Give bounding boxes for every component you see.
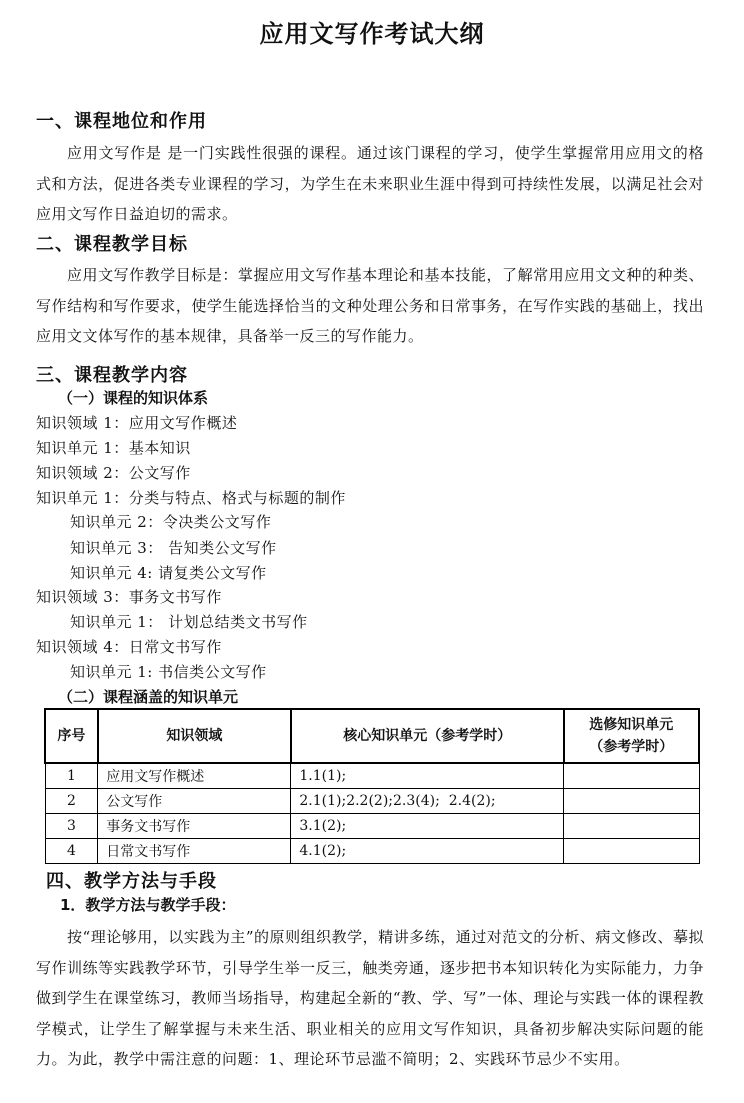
table-row xyxy=(45,814,699,839)
section2-body: 应用文写作教学目标是：掌握应用文写作基本理论和基本技能，了解常用应用文文种的种类、写作结构和写作要求，使学生能选择恰当的文种处理公务和日常事务，在写作实践的基础上，找出应用文文体写作的基本规律，具备举一反三的写作能力。 xyxy=(36,266,704,345)
section2-heading: 二、课程教学目标 xyxy=(36,234,188,255)
cell-domain: 应用文写作概述 xyxy=(98,763,291,789)
cell-elective xyxy=(564,763,699,789)
cell-core: 2.1(1);2.2(2);2.3(4); 2.4(2); xyxy=(291,789,564,814)
knowledge-item: 知识单元 1：分类与特点、格式与标题的制作 xyxy=(36,489,346,507)
knowledge-item: 知识单元 3： 告知类公文写作 xyxy=(70,539,277,557)
cell-core: 4.1(2); xyxy=(291,839,564,864)
header-elective-units xyxy=(564,709,699,763)
cell-core: 3.1(2); xyxy=(291,814,564,839)
knowledge-item: 知识领域 4：日常文书写作 xyxy=(36,638,222,656)
knowledge-item: 知识单元 1: 书信类公文写作 xyxy=(70,663,267,681)
section4-body: 按“理论够用，以实践为主”的原则组织教学，精讲多练，通过对范文的分析、病文修改、摹拟写作训练等实践教学环节，引导学生举一反三，触类旁通，逐步把书本知识转化为实际能力，力争做到学生在课堂练习，教师当场指导，构建起全新的“教、学、写”一体、理论与实践一体的课程教学模式，让学生了解掌握与未来生活、职业相关的应用文写作知识，具备初步解决实际问题的能力。为此，教学中需注意的问题：1、理论环节忌滥不简明；2、实践环节忌少不实用。 xyxy=(36,928,704,1068)
cell-no: 4 xyxy=(45,839,98,864)
header-domain: 知识领域 xyxy=(98,709,291,763)
section1-body: 应用文写作是 是一门实践性很强的课程。通过该门课程的学习，使学生掌握常用应用文的格式和方法，促进各类专业课程的学习，为学生在未来职业生涯中得到可持续性发展，以满足社会对应用文写作日益迫切的需求。 xyxy=(36,144,704,223)
cell-no: 3 xyxy=(45,814,98,839)
table-row xyxy=(45,839,699,864)
knowledge-item: 知识单元 1：基本知识 xyxy=(36,439,191,457)
cell-elective xyxy=(564,814,699,839)
knowledge-item: 知识领域 3：事务文书写作 xyxy=(36,588,222,606)
header-core-units: 核心知识单元（参考学时） xyxy=(291,709,564,763)
knowledge-item: 知识领域 1：应用文写作概述 xyxy=(36,414,238,432)
header-no: 序号 xyxy=(45,709,98,763)
cell-no: 1 xyxy=(45,763,98,789)
section3-heading: 三、课程教学内容 xyxy=(36,365,188,386)
cell-domain: 公文写作 xyxy=(98,789,291,814)
knowledge-item: 知识单元 4: 请复类公文写作 xyxy=(70,564,267,582)
table-row xyxy=(45,763,699,789)
knowledge-item: 知识单元 2：令决类公文写作 xyxy=(70,513,272,531)
knowledge-units-table xyxy=(44,708,700,864)
cell-domain: 日常文书写作 xyxy=(98,839,291,864)
section4-heading: 四、教学方法与手段 xyxy=(46,871,217,892)
header-elective-line2: （参考学时） xyxy=(589,739,674,755)
cell-no: 2 xyxy=(45,789,98,814)
section4-subheading-methods: 1．教学方法与教学手段： xyxy=(60,896,236,914)
cell-elective xyxy=(564,789,699,814)
document-title: 应用文写作考试大纲 xyxy=(259,20,485,48)
header-elective-line1: 选修知识单元 xyxy=(589,717,674,733)
cell-elective xyxy=(564,839,699,864)
table-header-row xyxy=(45,709,699,763)
knowledge-item: 知识领域 2：公文写作 xyxy=(36,464,191,482)
cell-domain: 事务文书写作 xyxy=(98,814,291,839)
knowledge-item: 知识单元 1： 计划总结类文书写作 xyxy=(70,613,308,631)
table-row xyxy=(45,789,699,814)
section3-subheading-units: （二）课程涵盖的知识单元 xyxy=(58,688,239,706)
section1-heading: 一、课程地位和作用 xyxy=(36,111,207,132)
cell-core: 1.1(1); xyxy=(291,763,564,789)
section3-subheading-knowledge-system: （一）课程的知识体系 xyxy=(58,389,209,407)
